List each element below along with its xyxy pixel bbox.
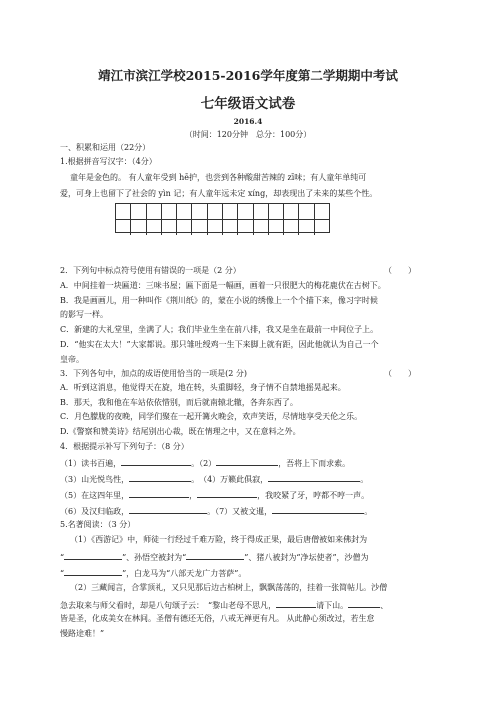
blank-field[interactable] bbox=[64, 566, 122, 576]
blank-field[interactable] bbox=[186, 550, 244, 560]
q5-text: 、 bbox=[380, 601, 389, 610]
q2-option-d-cont: 皇帝。 bbox=[60, 355, 84, 364]
q5-text: “ bbox=[60, 553, 65, 562]
section-heading: 一、积累和运用（22分） bbox=[60, 143, 151, 152]
q5-text: ”、猪八被封为“净坛使者”，沙僧为 bbox=[244, 553, 369, 562]
q5-p1-line2 bbox=[60, 550, 369, 563]
q5-prompt: 5.名著阅读：（3 分） bbox=[60, 520, 136, 529]
q4-text: ，吾将上下而求索。 bbox=[278, 459, 351, 468]
q5-p1-line3 bbox=[60, 566, 246, 579]
q2-answer-paren[interactable]: （ ） bbox=[384, 266, 416, 275]
q4-text: 。（7）又被文暹， bbox=[207, 507, 273, 516]
blank-field[interactable] bbox=[216, 456, 278, 466]
q3-option-b: B．那天，我和他在车站依依惜别，而后就南辕北辙，各奔东西了。 bbox=[60, 398, 298, 407]
q4-text: 。（2） bbox=[191, 459, 217, 468]
q4-line-2 bbox=[60, 472, 368, 485]
q2-prompt: 2．下列句中标点符号使用有错误的一项是（2 分） bbox=[60, 266, 241, 275]
q5-text: 请下山。 bbox=[316, 601, 349, 610]
blank-field[interactable] bbox=[348, 598, 380, 608]
q4-line-1 bbox=[60, 456, 350, 469]
q5-p2-line1: （2）三藏闻言，合掌顶礼，又只见那后边古柏树上，飘飘荡荡的，挂着一张简帖儿。沙僧 bbox=[70, 583, 388, 592]
answer-grid[interactable] bbox=[115, 203, 330, 233]
q4-text: （3）山光悦鸟性， bbox=[60, 475, 130, 484]
q4-line-3 bbox=[60, 488, 369, 501]
blank-field[interactable] bbox=[197, 488, 257, 498]
q4-prompt: 4．根据提示补写下列句子：（8 分） bbox=[60, 442, 189, 451]
q3-prompt: 3．下列各句中，加点的成语使用恰当的一项是(2 分) bbox=[60, 369, 247, 378]
q2-option-b-cont: 的影写一样。 bbox=[60, 310, 108, 319]
q5-p2-line2 bbox=[60, 598, 388, 611]
blank-field[interactable] bbox=[129, 472, 191, 482]
q4-text: （1）读书百遍， bbox=[60, 459, 122, 468]
q4-text: ， bbox=[189, 491, 198, 500]
q3-option-a: A．听到这消息，他觉得天在旋，地在转，头重脚轻，身子情不自禁地摇晃起来。 bbox=[60, 383, 346, 392]
q3-answer-paren[interactable]: （ ） bbox=[384, 369, 416, 378]
q1-passage-line: 童年是金色的。 有人童年受到 hē护，也尝到各种酸甜苦辣的 zī味；有人童年单纯可 bbox=[70, 173, 367, 182]
q5-text: ”，白龙马为“八部天龙广力菩萨”。 bbox=[122, 569, 247, 578]
exam-date: 2016.4 bbox=[233, 117, 263, 126]
exam-title: 靖江市滨江学校2015-2016学年度第二学期期中考试 bbox=[98, 68, 398, 83]
q4-text: 。 bbox=[360, 475, 369, 484]
q3-option-d: D.《警察和赞美诗》结尾别出心裁，既在情理之中，又在意料之外。 bbox=[60, 427, 301, 436]
q5-p2-line3: 皆是圣，化成美女在林间。圣僧有德还无俗，八戒无禅更有凡。 从此静心须改过，若生怠 bbox=[60, 614, 375, 623]
q5-text: ”、孙悟空被封为“ bbox=[122, 553, 187, 562]
exam-subtitle: 七年级语文试卷 bbox=[200, 96, 296, 112]
q4-text: （6）及汉归临政， bbox=[60, 507, 130, 516]
blank-field[interactable] bbox=[272, 504, 364, 514]
q4-text: 。 （4）万籁此俱寂， bbox=[191, 475, 269, 484]
blank-field[interactable] bbox=[268, 472, 360, 482]
blank-field[interactable] bbox=[129, 504, 207, 514]
q4-text: 。 bbox=[364, 507, 373, 516]
q3-option-c: C．月色朦胧的夜晚，同学们聚在一起开篝火晚会，欢声笑语，尽情地享受天伦之乐。 bbox=[60, 412, 363, 421]
exam-time-info: （时间：120分钟 总分：100分） bbox=[184, 130, 312, 139]
q5-text: 急去取来与师父看时，却是八句颂子云： “黎山老母不思凡， bbox=[60, 601, 277, 610]
q5-p2-line4: 慢路途难！” bbox=[60, 629, 105, 638]
q4-text: （5）在这四年里， bbox=[60, 491, 130, 500]
q4-line-4 bbox=[60, 504, 372, 517]
blank-field[interactable] bbox=[276, 598, 316, 608]
q4-text: ，我咬紧了牙，哼都不哼一声。 bbox=[257, 491, 370, 500]
q2-option-a: A．中间挂着一块匾道：三味书屋；匾下面是一幅画，画着一只很肥大的梅花鹿伏在古树下。 bbox=[60, 281, 386, 290]
q1-prompt: 1.根据拼音写汉字：（4分） bbox=[60, 157, 157, 166]
q2-option-c: C．新建的大礼堂里，坐满了人；我们毕业生坐在前八排，我又是坐在最前一中间位子上。 bbox=[60, 325, 379, 334]
q2-option-b: B．我是画画儿，用一种叫作《荆川纸》的，蒙在小说的绣像上一个个描下来，像习字时候 bbox=[60, 296, 378, 305]
blank-field[interactable] bbox=[64, 550, 122, 560]
blank-field[interactable] bbox=[121, 456, 191, 466]
q5-text: “ bbox=[60, 569, 65, 578]
blank-field[interactable] bbox=[129, 488, 189, 498]
q5-p1-line1: （1）《西游记》中，师徒一行经过千难万险，终于得成正果，最后唐僧被如来佛封为 bbox=[70, 535, 368, 544]
q2-option-d: D．“他实在太大！”大家都说。那只雏吐绶鸡一生下来脚上就有距，因此他就认为自己一个 bbox=[60, 340, 379, 349]
q1-passage-line: 爱，可身上也留下了社会的 yìn 记；有人童年远未定 xíng，却表现出了未来的某些个性。 bbox=[60, 189, 378, 198]
